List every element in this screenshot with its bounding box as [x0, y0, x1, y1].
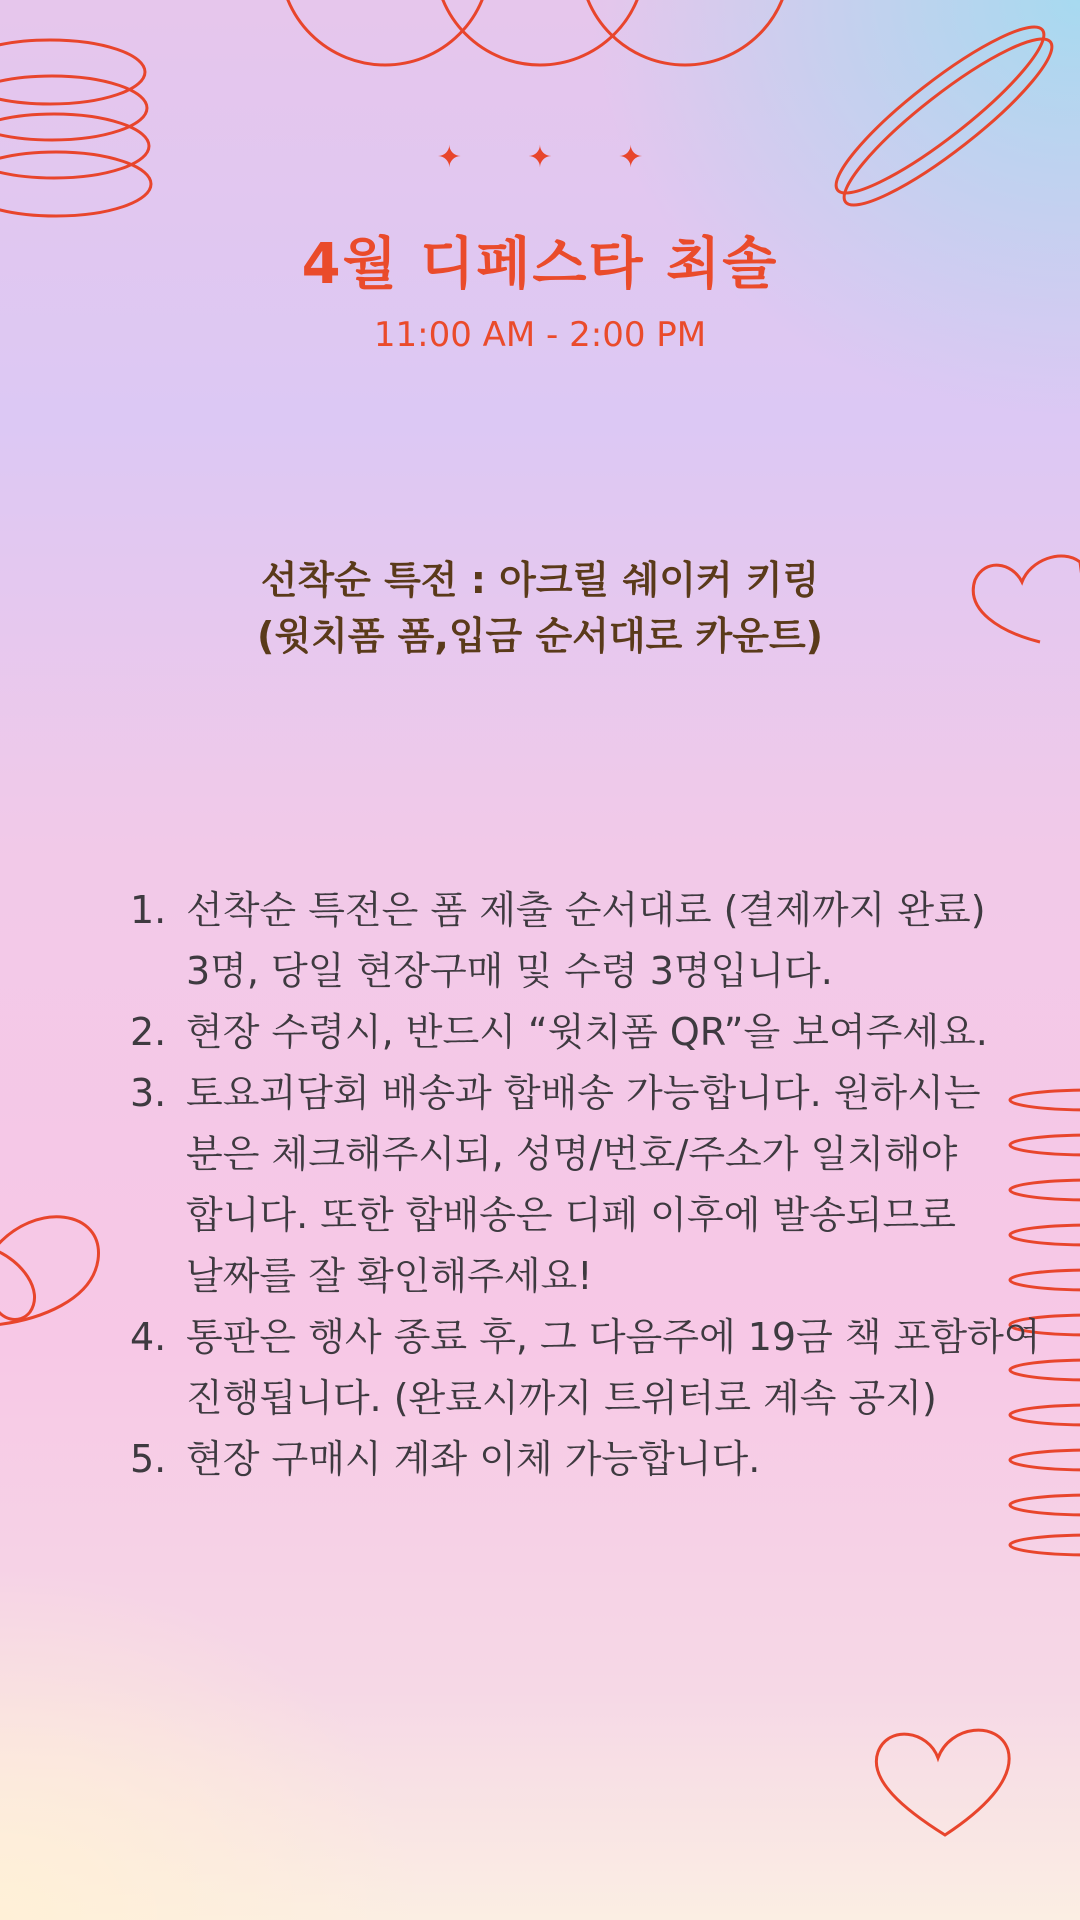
notes-list: [130, 880, 1041, 1490]
note-item-5: [130, 1429, 1030, 1490]
bonus-line-1: 선착순 특전 : 아크릴 쉐이커 키링: [260, 558, 820, 602]
event-title: 4월 디페스타 최솔: [301, 232, 779, 297]
top-left-coil-decoration: [0, 40, 151, 216]
note-item-1: [130, 880, 1030, 1002]
note-line: 토요괴담회 배송과 합배송 가능합니다. 원하시는: [186, 1071, 981, 1115]
note-line: 진행됩니다. (완료시까지 트위터로 계속 공지): [186, 1376, 937, 1420]
event-time: 11:00 AM - 2:00 PM: [373, 315, 707, 355]
note-line: 현장 수령시, 반드시 “윗치폼 QR”을 보여주세요.: [186, 1010, 988, 1054]
note-number: 5.: [130, 1437, 167, 1481]
stars-decoration: ✦ ✦ ✦: [436, 140, 672, 175]
note-item-3: [130, 1063, 1030, 1307]
note-line: 날짜를 잘 확인해주세요!: [186, 1254, 593, 1298]
note-number: 2.: [130, 1010, 167, 1054]
note-item-4: [130, 1307, 1041, 1429]
note-line: 통판은 행사 종료 후, 그 다음주에 19금 책 포함하여: [186, 1315, 1041, 1359]
note-line: 3명, 당일 현장구매 및 수령 3명입니다.: [186, 949, 833, 993]
note-line: 합니다. 또한 합배송은 디페 이후에 발송되므로: [186, 1193, 956, 1237]
left-heart-outline: [0, 1217, 98, 1325]
note-number: 3.: [130, 1071, 167, 1115]
bonus-line-2: (윗치폼 폼,입금 순서대로 카운트): [256, 614, 824, 658]
bottom-right-heart-decoration: [876, 1730, 1009, 1835]
bonus-info: [0, 552, 1080, 664]
note-item-2: [130, 1002, 1030, 1063]
note-number: 1.: [130, 888, 167, 932]
top-right-loops-decoration: [820, 8, 1067, 224]
note-line: 선착순 특전은 폼 제출 순서대로 (결제까지 완료): [186, 888, 986, 932]
note-line: 현장 구매시 계좌 이체 가능합니다.: [186, 1437, 761, 1481]
top-circles-decoration: [280, 0, 790, 65]
note-number: 4.: [130, 1315, 167, 1359]
note-line: 분은 체크해주시되, 성명/번호/주소가 일치해야: [186, 1132, 958, 1176]
left-heart-decoration: [0, 1250, 35, 1319]
